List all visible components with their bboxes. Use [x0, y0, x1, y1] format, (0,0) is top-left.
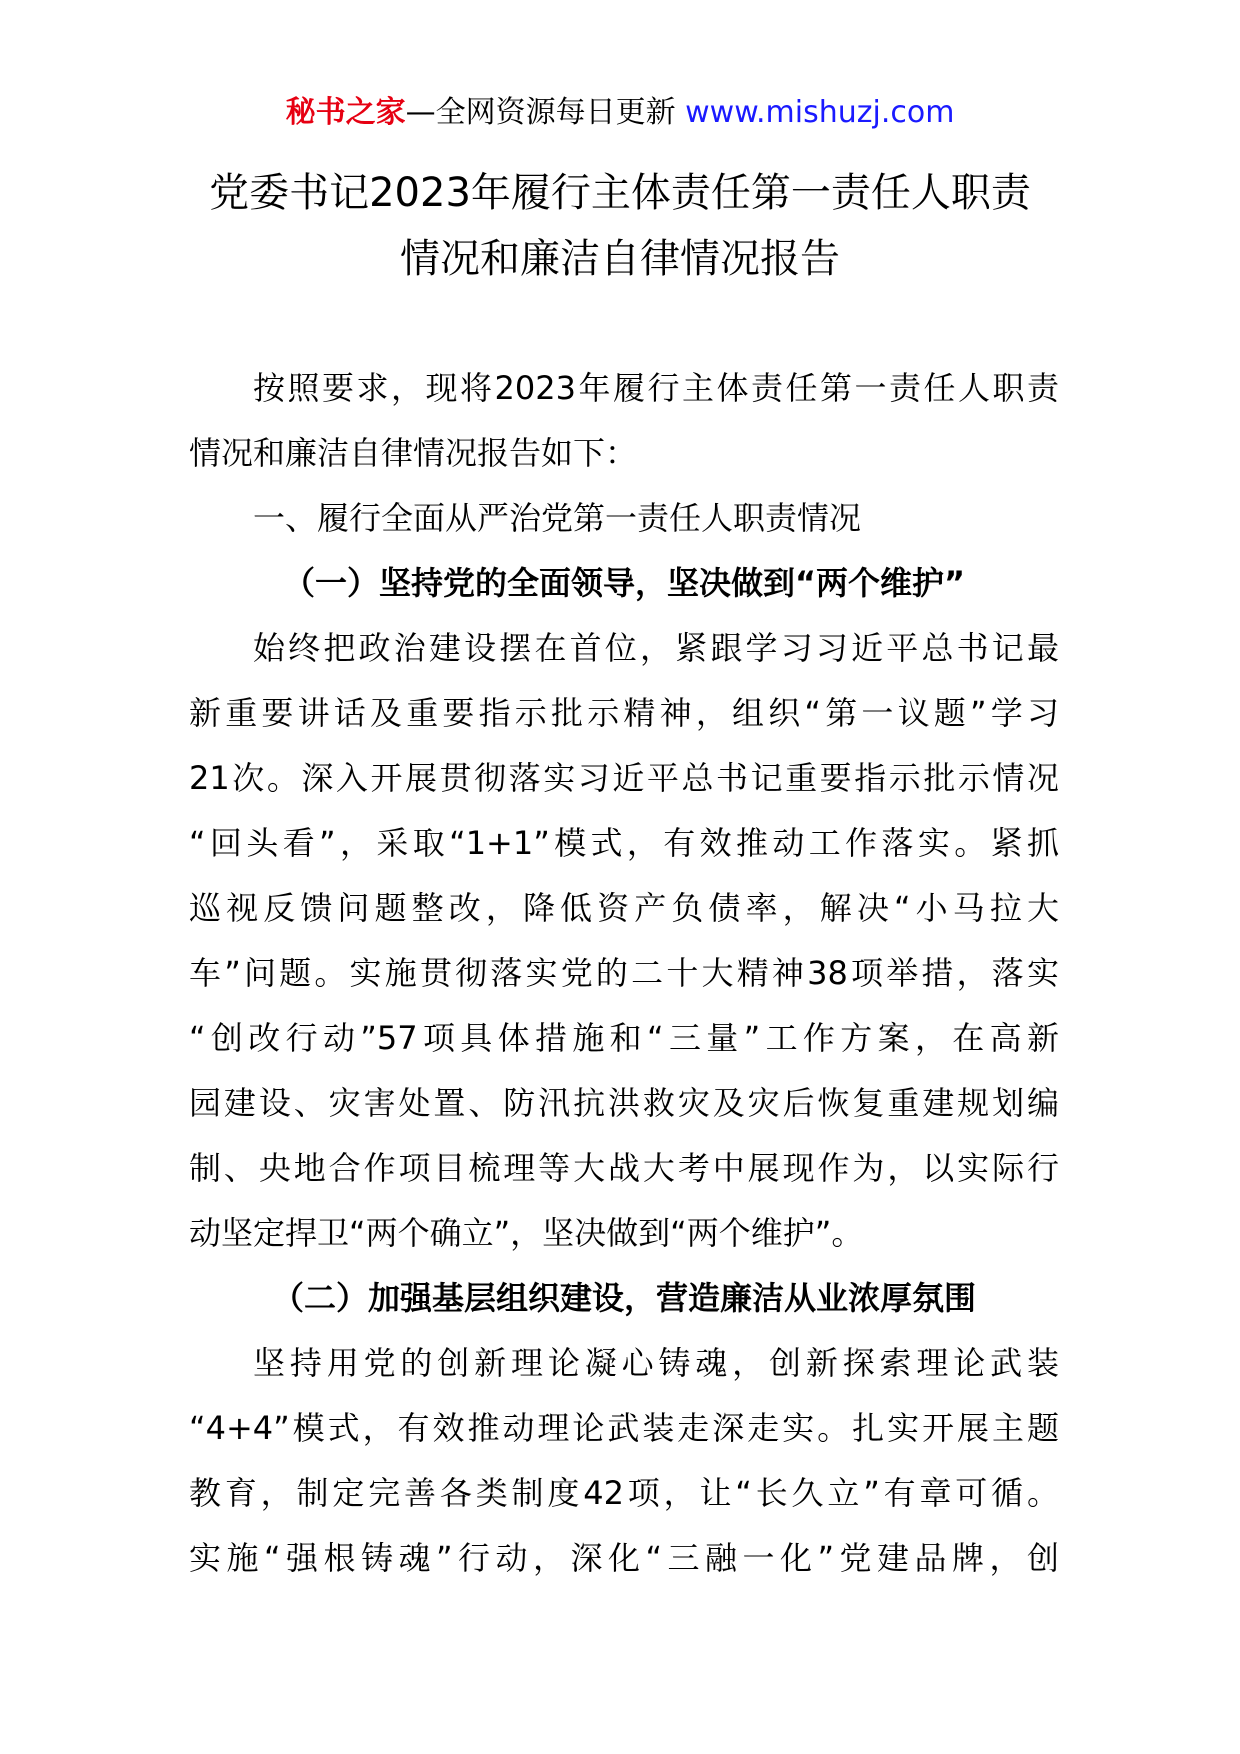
paragraph-line: 新重要讲话及重要指示批示精神，组织“第一议题”学习: [189, 694, 1059, 732]
document-title-line-1: 党委书记2023年履行主体责任第一责任人职责: [209, 170, 1031, 216]
site-brand: 秘书之家: [285, 95, 406, 130]
site-header: [0, 93, 1240, 133]
document-title: [150, 160, 1090, 292]
paragraph-line: 21次。深入开展贯彻落实习近平总书记重要指示批示情况: [189, 759, 1059, 797]
section-heading: 一、履行全面从严治党第一责任人职责情况: [253, 499, 862, 537]
paragraph-line: 车”问题。实施贯彻落实党的二十大精神38项举措，落实: [189, 954, 1059, 992]
paragraph-line: 教育，制定完善各类制度42项，让“长久立”有章可循。: [189, 1474, 1059, 1512]
intro-line: 情况和廉洁自律情况报告如下：: [189, 434, 638, 472]
paragraph-line: 制、央地合作项目梳理等大战大考中展现作为，以实际行: [189, 1149, 1059, 1187]
paragraph-line: “4+4”模式，有效推动理论武装走深走实。扎实开展主题: [189, 1409, 1059, 1447]
intro-line: 按照要求，现将2023年履行主体责任第一责任人职责: [253, 369, 1059, 407]
paragraph-line: 巡视反馈问题整改，降低资产负债率，解决“小马拉大: [189, 889, 1059, 927]
paragraph-line: 始终把政治建设摆在首位，紧跟学习习近平总书记最: [253, 629, 1059, 667]
subsection-heading-2: （二）加强基层组织建设，营造廉洁从业浓厚氛围: [271, 1279, 976, 1317]
paragraph-line: “创改行动”57项具体措施和“三量”工作方案，在高新: [189, 1019, 1059, 1057]
site-url-link[interactable]: www.mishuzj.com: [685, 95, 955, 130]
paragraph-line: 动坚定捍卫“两个确立”，坚决做到“两个维护”。: [189, 1214, 864, 1252]
site-tagline: —全网资源每日更新: [405, 95, 676, 130]
document-title-line-2: 情况和廉洁自律情况报告: [400, 236, 840, 282]
paragraph-line: 园建设、灾害处置、防汛抗洪救灾及灾后恢复重建规划编: [189, 1084, 1059, 1122]
paragraph-line: “回头看”，采取“1+1”模式，有效推动工作落实。紧抓: [189, 824, 1059, 862]
subsection-heading-1: （一）坚持党的全面领导，坚决做到“两个维护”: [282, 564, 966, 602]
paragraph-line: 实施“强根铸魂”行动，深化“三融一化”党建品牌，创: [189, 1539, 1059, 1577]
document-body: [189, 356, 1059, 1591]
paragraph-line: 坚持用党的创新理论凝心铸魂，创新探索理论武装: [253, 1344, 1059, 1382]
